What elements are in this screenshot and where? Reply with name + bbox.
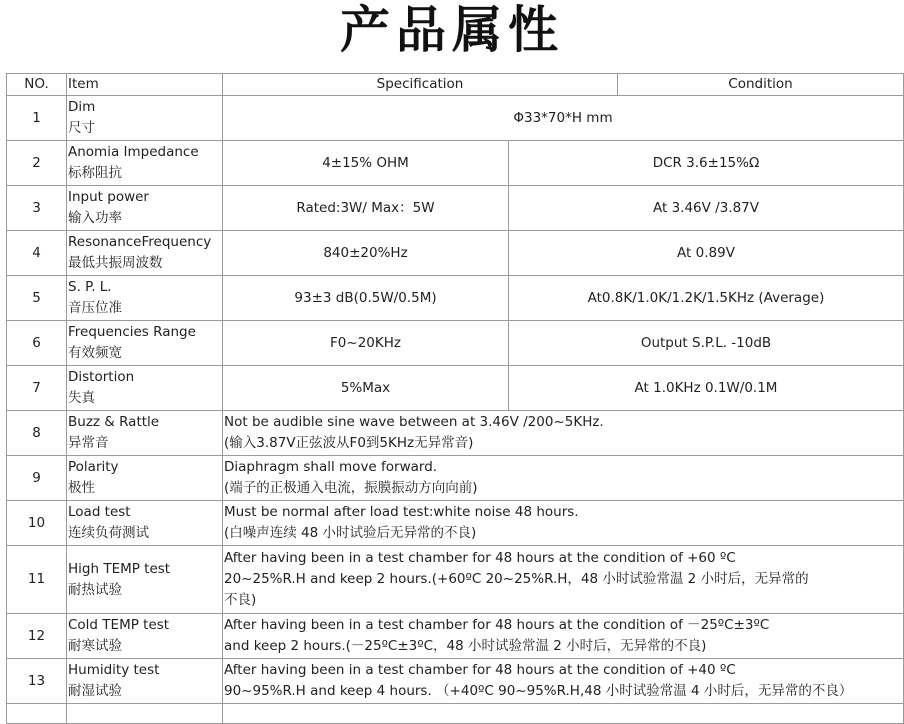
table-row: [7, 96, 904, 141]
row-number: 12: [7, 614, 67, 659]
description-line: Must be normal after load test:white noise 48 hours.: [224, 504, 579, 520]
item-chinese: 耐湿试验: [68, 683, 122, 699]
item-cell: [67, 614, 223, 659]
row-number: 4: [7, 231, 67, 276]
item-chinese: 音压位准: [68, 300, 122, 316]
item-chinese: 耐热试验: [68, 581, 122, 598]
condition-value: At 3.46V /3.87V: [509, 186, 904, 231]
description-line: Diaphragm shall move forward.: [224, 459, 438, 475]
description-line: Not be audible sine wave between at 3.46V /200~5KHz.: [224, 414, 604, 430]
item-cell: [67, 276, 223, 321]
description-line: (端子的正极通入电流，振膜振动方向向前): [224, 480, 478, 496]
description-line: 20~25%R.H and keep 2 hours.(+60ºC 20~25%R.H，48 小时试验常温 2 小时后，无异常的: [224, 571, 809, 587]
table-row: [7, 231, 904, 276]
item-english: S. P. L.: [68, 279, 112, 295]
description-cell: [223, 546, 904, 614]
item-chinese: 极性: [68, 480, 95, 496]
item-cell: [67, 411, 223, 456]
item-english: Anomia Impedance: [68, 144, 199, 160]
spec-value: 93±3 dB(0.5W/0.5M): [223, 276, 509, 321]
table-row: [7, 546, 904, 614]
item-english: Cold TEMP test: [68, 617, 170, 633]
table-row: [7, 501, 904, 546]
description-cell: [223, 659, 904, 704]
condition-value: At0.8K/1.0K/1.2K/1.5KHz (Average): [509, 276, 904, 321]
item-cell: [67, 321, 223, 366]
header-no: NO.: [7, 74, 67, 96]
header-condition: Condition: [618, 74, 904, 96]
item-chinese: 输入功率: [68, 210, 122, 226]
row-number: 1: [7, 96, 67, 141]
condition-value: Output S.P.L. -10dB: [509, 321, 904, 366]
header-specification: Specification: [223, 74, 618, 96]
spec-value: Rated:3W/ Max：5W: [223, 186, 509, 231]
row-number: 7: [7, 366, 67, 411]
row-number: 13: [7, 659, 67, 704]
table-row: [7, 366, 904, 411]
spec-value: 5%Max: [223, 366, 509, 411]
description-line: (输入3.87V正弦波从F0到5KHz无异常音): [224, 435, 474, 451]
row-number: [7, 704, 67, 724]
condition-value: At 0.89V: [509, 231, 904, 276]
spec-value: 840±20%Hz: [223, 231, 509, 276]
row-number: 6: [7, 321, 67, 366]
item-english: Distortion: [68, 369, 135, 385]
row-number: 3: [7, 186, 67, 231]
item-cell: [67, 456, 223, 501]
description-line: 90~95%R.H and keep 4 hours. （+40ºC 90~95%R.H,48 小时试验常温 4 小时后，无异常的不良）: [224, 683, 853, 699]
description-cell: [223, 704, 904, 724]
item-english: Polarity: [68, 459, 119, 475]
description-line: After having been in a test chamber for 48 hours at the condition of +60 ºC: [224, 550, 736, 566]
item-cell: [67, 141, 223, 186]
row-number: 2: [7, 141, 67, 186]
item-cell: [67, 96, 223, 141]
item-english: ResonanceFrequency: [68, 234, 212, 250]
item-chinese: 失真: [68, 390, 95, 406]
item-chinese: 连续负荷测试: [68, 525, 149, 541]
description-cell: [223, 411, 904, 456]
item-cell: [67, 659, 223, 704]
description-cell: [223, 614, 904, 659]
item-chinese: 最低共振周波数: [68, 255, 163, 271]
description-line: (白噪声连续 48 小时试验后无异常的不良): [224, 525, 477, 541]
item-english: Input power: [68, 189, 149, 205]
table-row: [7, 411, 904, 456]
table-row: [7, 456, 904, 501]
item-chinese: 尺寸: [68, 120, 95, 136]
table-row: [7, 141, 904, 186]
item-cell: [67, 186, 223, 231]
item-cell: [67, 501, 223, 546]
description-line: and keep 2 hours.(－25ºC±3ºC，48 小时试验常温 2 小时后，无异常的不良): [224, 638, 707, 654]
description-cell: [223, 501, 904, 546]
item-english: Dim: [68, 99, 96, 115]
item-english: High TEMP test: [68, 560, 171, 577]
item-english: Humidity test: [68, 662, 160, 678]
table-row: [7, 321, 904, 366]
page-title: 产品属性: [340, 1, 564, 59]
row-number: 9: [7, 456, 67, 501]
item-english: Buzz & Rattle: [68, 414, 160, 430]
item-chinese: 耐寒试验: [68, 638, 122, 654]
row-number: 8: [7, 411, 67, 456]
description-line: After having been in a test chamber for 48 hours at the condition of －25ºC±3ºC: [224, 617, 770, 633]
table-row: [7, 704, 904, 724]
condition-value: At 1.0KHz 0.1W/0.1M: [509, 366, 904, 411]
spec-value: Φ33*70*H mm: [223, 96, 904, 141]
row-number: 10: [7, 501, 67, 546]
description-line: After having been in a test chamber for 48 hours at the condition of +40 ºC: [224, 662, 736, 678]
table-header-row: [7, 74, 904, 96]
header-item: Item: [67, 74, 223, 96]
description-line: 不良): [224, 592, 257, 608]
spec-value: F0~20KHz: [223, 321, 509, 366]
table-row: [7, 659, 904, 704]
item-cell: [67, 231, 223, 276]
item-cell: [67, 366, 223, 411]
item-english: Load test: [68, 504, 131, 520]
table-row: [7, 276, 904, 321]
item-cell: [67, 546, 223, 614]
product-spec-table: [6, 73, 904, 724]
row-number: 5: [7, 276, 67, 321]
table-row: [7, 614, 904, 659]
spec-value: 4±15% OHM: [223, 141, 509, 186]
description-cell: [223, 456, 904, 501]
row-number: 11: [7, 546, 67, 614]
item-cell: [67, 704, 223, 724]
item-chinese: 有效频宽: [68, 345, 122, 361]
table-row: [7, 186, 904, 231]
condition-value: DCR 3.6±15%Ω: [509, 141, 904, 186]
item-chinese: 异常音: [68, 435, 109, 451]
item-english: Frequencies Range: [68, 324, 196, 340]
item-chinese: 标称阻抗: [68, 165, 122, 181]
